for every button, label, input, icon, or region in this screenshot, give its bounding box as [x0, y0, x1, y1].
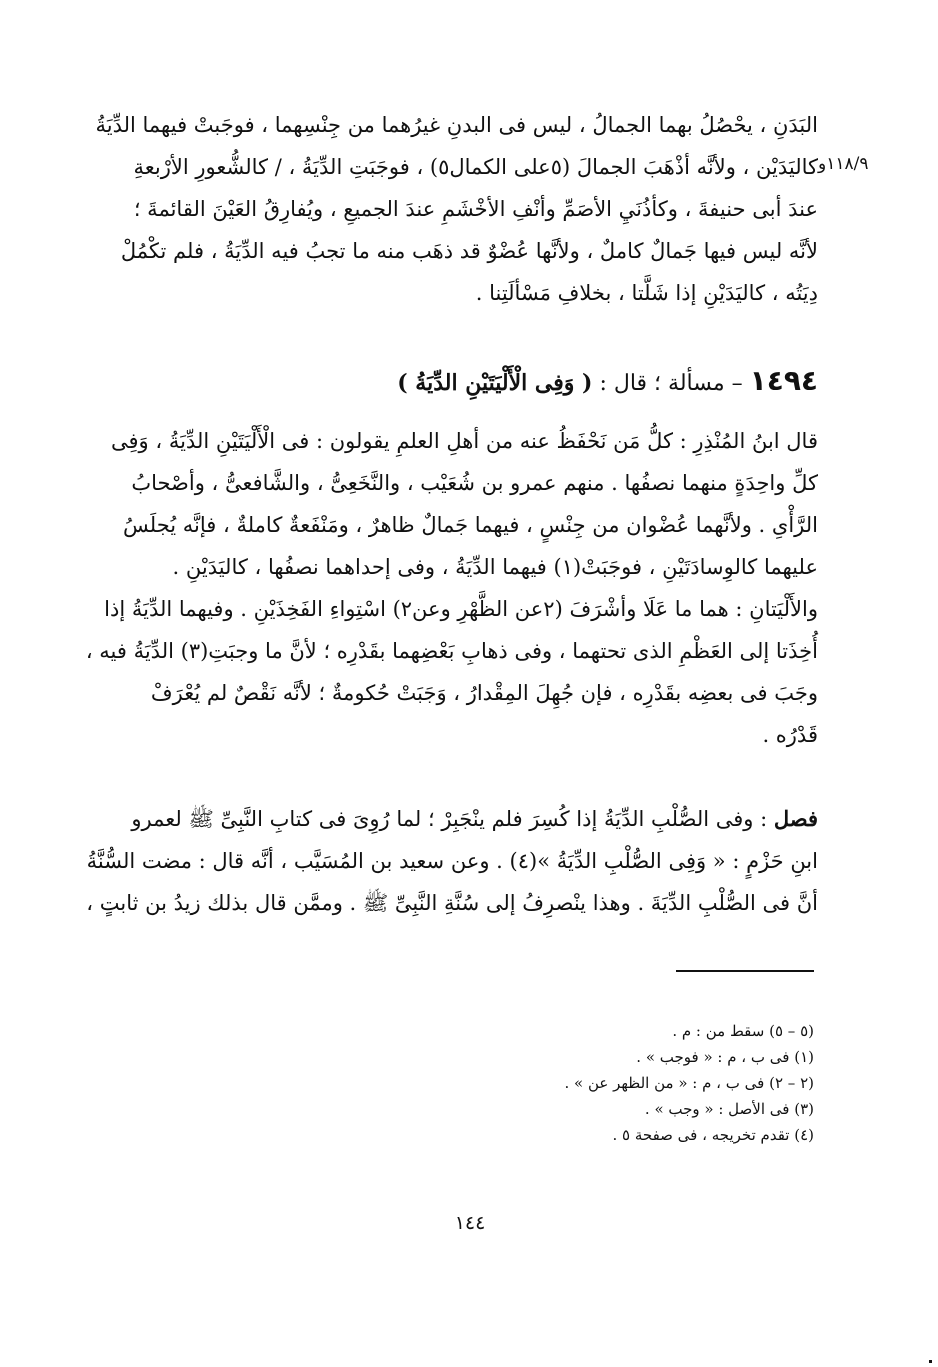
text-line: الرَّأْىِ . ولأنَّهما عُضْوان من جِنْسٍ ، فيهما جَمالٌ ظاهرٌ ، ومَنْفَعةٌ كاملةٌ ، فإنَّه يُجلَسُ — [123, 513, 818, 537]
paragraph-spine-diya — [86, 798, 818, 924]
footnote-divider — [676, 970, 814, 972]
text-line: أُخِذَتا إلى العَظْمِ الذى تحتهما ، وفى ذهابِ بَعْضِهما بقَدْرِه ؛ لأنَّ ما وجبَتِ(٣) الدِّيَةُ فيه ، — [85, 639, 818, 663]
text-line: كلِّ واحِدَةٍ منهما نصفُها . منهم عمرو بن شُعَيْب ، والنَّخَعِىُّ ، والشَّافعىُّ ، وأصْحابُ — [131, 471, 818, 495]
text-line — [130, 798, 818, 840]
text-line: عندَ أبى حنيفةَ ، وكأذُنَيِ الأصَمِّ وأنْفِ الأخْشَمِ عندَ الجميعِ ، ويُفارِقُ العَيْنَ القائمةَ ؛ — [133, 197, 818, 221]
footnote-item: (٤) تقدم تخريجه ، فى صفحة ٥ . — [612, 1126, 814, 1144]
text-line: البَدَنِ ، يحْصُلُ بهما الجمالُ ، ليس فى البدنِ غيرُهما من جِنْسِهما ، فوجَبتْ فيهما الدِّيَةُ — [95, 113, 818, 137]
issue-prefix: – مسألة ؛ قال : — [592, 371, 750, 396]
footnote-item: (٥ – ٥) سقط من : م . — [672, 1022, 814, 1040]
text-line: عليهما كالوِسادَتَيْنِ ، فوجَبَتْ(١) فيهما الدِّيَةُ ، وفى إحداهما نصفُها ، كاليَدَيْنِ . — [172, 555, 818, 579]
paragraph-eye-diya — [95, 104, 818, 314]
footnote-item: (٣) فى الأصل : « وجب » . — [644, 1100, 814, 1118]
page-number: ١٤٤ — [454, 1212, 486, 1234]
footnote-item: (١) فى ب ، م : « فوجب » . — [636, 1048, 814, 1066]
text-line: وجَبَ فى بعضِه بقَدْرِه ، فإن جُهِلَ المِقْدارُ ، وَجَبَتْ حُكومةٌ ؛ لأنَّه نَقْصٌ لم يُعْرَفْ — [150, 681, 818, 705]
paragraph-buttocks-diya — [85, 420, 818, 756]
text-line-rest: : وفى الصُّلْبِ الدِّيَةُ إذا كُسِرَ فلم ينْجَبِرْ ؛ لما رُوِىَ فى كتابِ النَّبِىِّ ﷺ لعمرو — [131, 807, 774, 831]
issue-heading — [300, 356, 818, 406]
footnotes — [400, 1018, 814, 1148]
text-line: ابنِ حَزْمٍ : « وَفِى الصُّلْبِ الدِّيَةُ »(٤) . وعن سعيد بن المُسَيَّب ، أنَّه قال : مضت السُّنَّةُ — [86, 849, 818, 873]
scan-speck — [929, 1360, 932, 1363]
issue-number: ١٤٩٤ — [749, 364, 818, 397]
text-line: كاليَدَيْن ، ولأنَّه أذْهَبَ الجمالَ (٥على الكمال٥) ، فوجَبَتِ الدِّيَةُ ، / كالشُّعورِ الأرْبعةِ — [133, 155, 818, 179]
section-lead-fasl: فصل — [773, 806, 818, 831]
text-line: قَدْرُه . — [762, 723, 818, 747]
footnote-item: (٢ – ٢) فى ب ، م : « من الظهر عن » . — [564, 1074, 814, 1092]
text-line: دِيَتُه ، كاليَدَيْنِ إذا شَلَّتا ، بخلافِ مَسْألَتِنا . — [475, 281, 818, 305]
text-line: والأَلْيَتانِ : هما ما عَلَا وأشْرَفَ (٢عن الظَّهْرِ وعن٢) اسْتِواءِ الفَخِذَيْنِ . وفيهما الدِّيَةُ إذا — [104, 597, 818, 621]
issue-title: ( وَفِى الْأَلْيَتَيْنِ الدِّيَةُ ) — [397, 370, 593, 396]
manuscript-folio-note: ١١٨/٩و — [818, 154, 869, 174]
text-line: أنَّ فى الصُّلْبِ الدِّيَةَ . وهذا ينْصرِفُ إلى سُنَّةِ النَّبِىِّ ﷺ . وممَّن قال بذلك زيدُ بن ثابتٍ ، — [86, 891, 818, 915]
text-line: لأنَّه ليس فيها جَمالٌ كاملٌ ، ولأنَّها عُضْوٌ قد ذهَب منه ما تجبُ فيه الدِّيَةُ ، فلم تكْمُلْ — [120, 239, 818, 263]
text-line: قال ابنُ المُنْذِرِ : كلُّ مَن نَحْفَظُ عنه من أهلِ العلمِ يقولون : فى الْأَلْيَتَيْنِ الدِّيَةُ ، وَفِى — [111, 429, 818, 453]
